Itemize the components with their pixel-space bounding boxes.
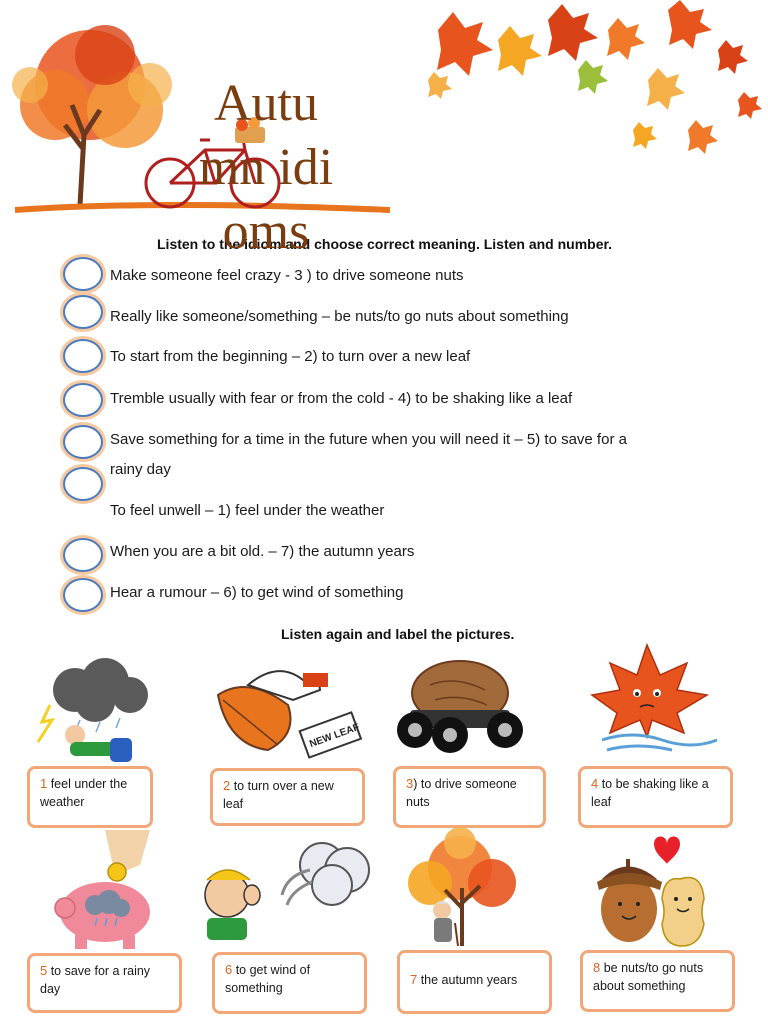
- walnut-car-picture: [375, 655, 535, 760]
- match-line-autumn-years: When you are a bit old. – 7) the autumn years: [110, 543, 415, 560]
- hand-new-leaf-picture: [208, 655, 361, 760]
- page-title: Autumn idioms: [198, 75, 334, 260]
- picture-number: 6: [225, 962, 233, 977]
- picture-label-text: to save for a rainy day: [40, 964, 151, 996]
- picture-label-7: [397, 950, 552, 1014]
- leaf-cluster: [428, 0, 762, 154]
- storm-cloud-person-picture: [30, 660, 160, 765]
- picture-number: 1: [40, 776, 48, 791]
- answer-circle-1[interactable]: [63, 257, 103, 291]
- picture-label-4: [578, 766, 733, 828]
- picture-number: 2: [223, 778, 231, 793]
- new-leaf-sign-text: NEW LEAF: [308, 721, 361, 751]
- match-line-new-leaf: To start from the beginning – 2) to turn over a new leaf: [110, 348, 471, 365]
- match-line-rainy-day: Save something for a time in the future when you will need it – 5) to save for a: [110, 431, 627, 448]
- picture-label-text: to be shaking like a leaf: [591, 777, 709, 809]
- picture-label-8: [580, 950, 735, 1012]
- picture-label-text: be nuts/to go nuts about something: [593, 961, 704, 993]
- piggy-bank-picture: [45, 830, 175, 950]
- match-line-under-weather: To feel unwell – 1) feel under the weather: [110, 502, 385, 519]
- answer-circle-5[interactable]: [63, 425, 103, 459]
- picture-label-text: the autumn years: [417, 973, 518, 987]
- acorn-peanut-love-picture: [582, 834, 732, 949]
- answer-circle-2[interactable]: [63, 295, 103, 329]
- falling-leaves-illustration: [418, 0, 768, 190]
- picture-label-text: feel under the weather: [40, 777, 128, 809]
- picture-label-text: to get wind of something: [225, 963, 311, 995]
- answer-circle-7[interactable]: [63, 538, 103, 572]
- answer-circle-4[interactable]: [63, 383, 103, 417]
- match-line-rainy-day-cont: rainy day: [110, 461, 171, 478]
- shivering-leaf-picture: [592, 645, 722, 760]
- picture-label-5: [27, 953, 182, 1013]
- picture-number: 4: [591, 776, 599, 791]
- picture-label-text: to turn over a new leaf: [223, 779, 334, 811]
- picture-number: 7: [410, 972, 418, 987]
- answer-circle-3[interactable]: [63, 339, 103, 373]
- picture-label-6: [212, 952, 367, 1014]
- match-line-drive-nuts: Make someone feel crazy - 3 ) to drive someone nuts: [110, 267, 464, 284]
- instruction-listen-choose: Listen to the idiom and choose correct meaning. Listen and number.: [157, 236, 613, 252]
- picture-label-2: [210, 768, 365, 826]
- instruction-listen-label: Listen again and label the pictures.: [281, 626, 515, 642]
- match-line-nuts-about: Really like someone/something – be nuts/to go nuts about something: [110, 308, 569, 325]
- wind-boy-picture: [192, 840, 382, 950]
- match-line-wind: Hear a rumour – 6) to get wind of something: [110, 584, 404, 601]
- picture-number: 5: [40, 963, 48, 978]
- picture-label-3: [393, 766, 546, 828]
- match-line-shaking-leaf: Tremble usually with fear or from the cold - 4) to be shaking like a leaf: [110, 390, 573, 407]
- picture-label-1: [27, 766, 153, 828]
- autumn-tree-elder-picture: [400, 828, 530, 948]
- answer-circle-6[interactable]: [63, 467, 103, 501]
- picture-label-text: ) to drive someone nuts: [406, 777, 517, 809]
- picture-number: 3: [406, 776, 414, 791]
- picture-number: 8: [593, 960, 601, 975]
- tree-canopy: [12, 25, 172, 148]
- answer-circle-8[interactable]: [63, 578, 103, 612]
